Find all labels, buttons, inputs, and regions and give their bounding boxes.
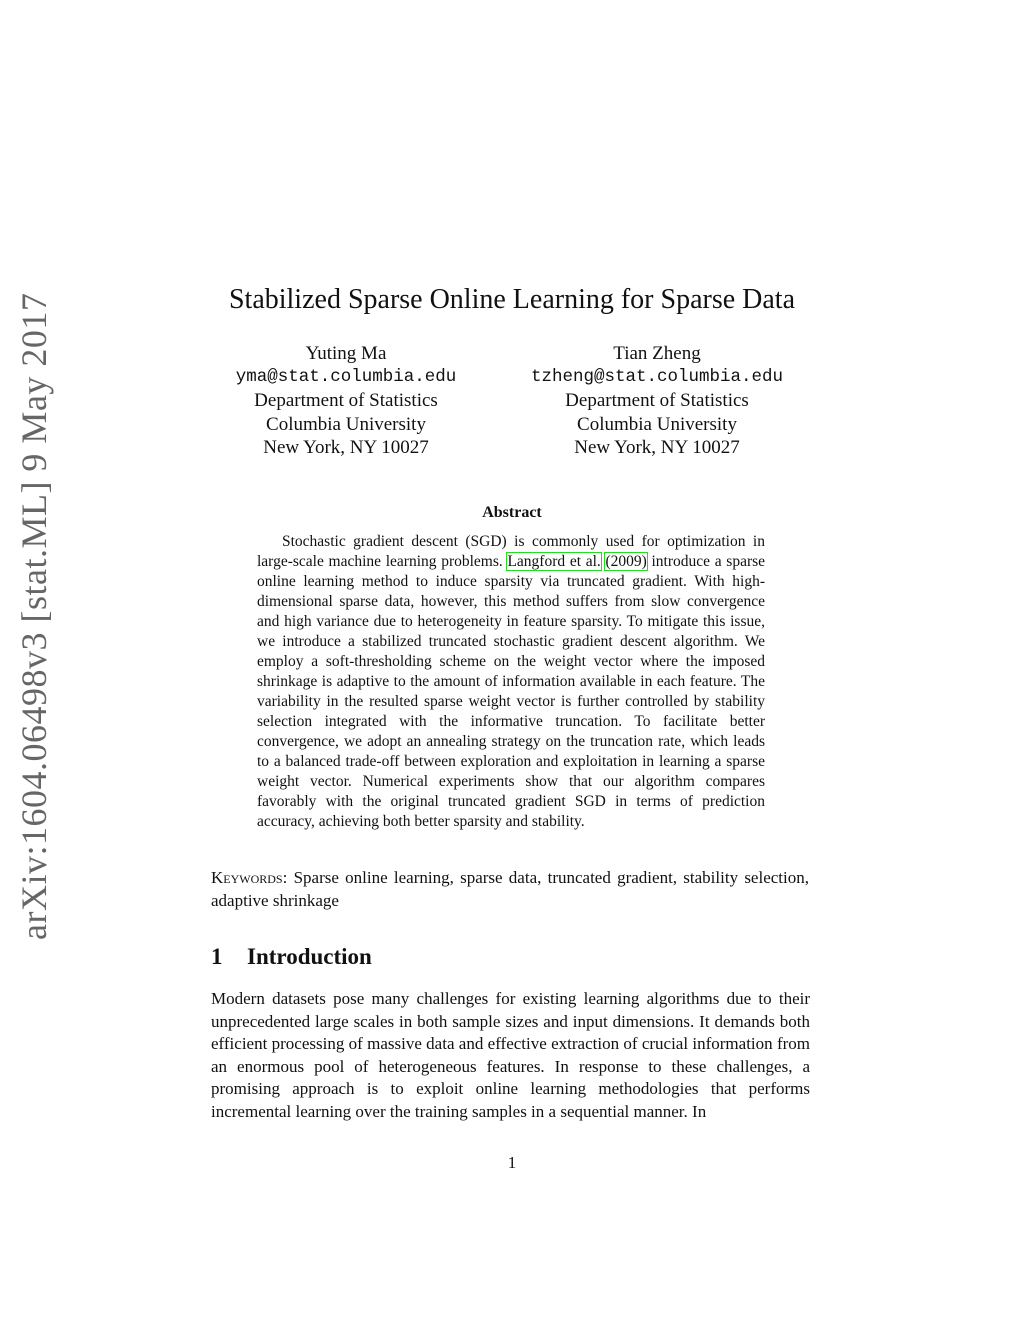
section-number: 1: [211, 944, 223, 969]
citation-link-year[interactable]: (2009): [605, 553, 647, 570]
keywords: Keywords: Sparse online learning, sparse data, truncated gradient, stability selection, adaptive shrinkage: [211, 868, 809, 910]
abstract-heading: Abstract: [482, 504, 542, 521]
author-university: Columbia University: [266, 413, 426, 435]
author-city: New York, NY 10027: [574, 437, 740, 458]
abstract-text: introduce a sparse online learning method to induce sparsity via truncated gradient. With high-dimensional sparse data, however, this method suffers from slow convergence and high variance due to heterogeneity in feature sparsity. To mitigate this issue, we introduce a stabilized truncated stochastic gradient descent algorithm. We employ a soft-thresholding scheme on the weight vector where the imposed shrinkage is adaptive to the amount of information available in each feature. The variability in the resulted sparse weight vector is further controlled by stability selection integrated with the informative truncation. To facilitate better convergence, we adopt an annealing strategy on the truncation rate, which leads to a balanced trade-off between exploration and exploitation in learning a sparse weight vector. Numerical experiments show that our algorithm compares favorably with the original truncated gradient SGD in terms of prediction accuracy, achieving both better sparsity and stability.: [257, 553, 766, 830]
author-name: Tian Zheng: [613, 343, 701, 364]
abstract-body: [257, 532, 765, 832]
paper-title: Stabilized Sparse Online Learning for Sparse Data: [228, 284, 796, 315]
intro-paragraph: Modern datasets pose many challenges for existing learning algorithms due to their unprecedented large scales in both sample sizes and input dimensions. It demands both efficient processing of massive data and effective extraction of crucial information from an enormous pool of heterogeneous features. In response to these challenges, a promising approach is to exploit online learning methodologies that performs incremental learning over the training samples in a sequential manner. In: [211, 989, 810, 1121]
section-heading: [211, 942, 372, 972]
author-email[interactable]: tzheng@stat.columbia.edu: [530, 366, 784, 387]
author-department: Department of Statistics: [565, 390, 749, 411]
author-block: [186, 342, 506, 460]
author-block: [497, 342, 817, 460]
author-department: Department of Statistics: [254, 390, 438, 411]
author-university: Columbia University: [577, 413, 737, 435]
author-email[interactable]: yma@stat.columbia.edu: [235, 366, 457, 387]
author-name: Yuting Ma: [305, 343, 387, 364]
keywords-text: Sparse online learning, sparse data, truncated gradient, stability selection, adaptive shrinkage: [211, 868, 809, 910]
section-title: Introduction: [247, 944, 372, 969]
page-number: 1: [507, 1153, 517, 1172]
author-city: New York, NY 10027: [263, 437, 429, 458]
arxiv-stamp: arXiv:1604.06498v3 [stat.ML] 9 May 2017: [14, 292, 54, 940]
abstract-text: Stochastic gradient descent (SGD) is commonly used for optimization in large-scale machine learning problems.: [257, 533, 765, 570]
keywords-label: Keywords: [211, 868, 283, 887]
citation-link-author[interactable]: Langford et al.: [507, 553, 601, 570]
